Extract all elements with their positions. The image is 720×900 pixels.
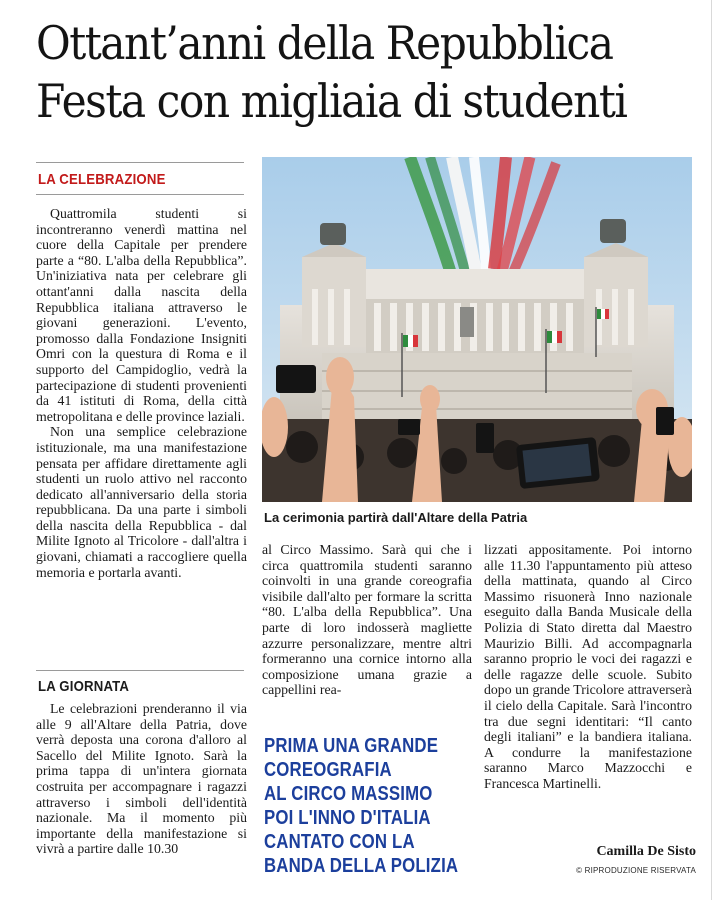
col1-giornata-paragraph: Le celebrazioni prenderanno il via alle 9 all'Altare della Patria, dove verrà deposta una corona d'alloro al Sacello del Milite Ignoto. Sarà la prima tappa di un'intera giornata costruita per accompagnare i ragazzi attraverso i simboli dell'identità nazionale. Ma il momento più importante della manifestazione si vivrà a partire dalle 10.30 — [36, 701, 247, 857]
section-label-giornata: LA GIORNATA — [38, 678, 130, 695]
pull-quote — [264, 734, 459, 878]
pullquote-line-1: PRIMA UNA GRANDE — [264, 735, 439, 757]
col1-paragraph-2: Non una semplice celebrazione istituzionale, ma una manifestazione pensata per affidare direttamente agli studenti un ruolo attivo nel racconto dedicato all'anniversario della storia repubblicana. Da una parte i simboli della nascita della Repubblica - dal Milite Ignoto al Tricolore - dall'altra i giovani, chiamati a raccogliere quella memoria e portarla avanti. — [36, 424, 247, 580]
pullquote-line-6: BANDA DELLA POLIZIA — [264, 855, 459, 877]
photo-altare-della-patria — [262, 157, 692, 502]
column-1-body — [36, 206, 247, 580]
col1-paragraph-1: Quattromila studenti si incontreranno venerdì mattina nel cuore della Capitale per prendere parte a “80. L'alba della Repubblica”. Un'iniziativa nata per celebrare gli ottant'anni dalla nascita della Repubblica italiana attraverso le giovani generazioni. L'evento, promosso dalla Fondazione Insigniti Omri con la questura di Roma e il supporto del Campidoglio, vedrà la partecipazione di studenti provenienti da 41 istituti di Roma, della città metropolitana e delle province laziali. — [36, 206, 247, 424]
pullquote-line-5: CANTATO CON LA — [264, 831, 415, 853]
headline-line-1: Ottant’anni della Repubblica — [36, 16, 613, 70]
headline-line-2: Festa con migliaia di studenti — [36, 74, 627, 128]
photo-caption: La cerimonia partirà dall'Altare della Patria — [264, 510, 528, 525]
kicker-top-rule — [36, 162, 244, 163]
pullquote-line-2: COREOGRAFIA — [264, 759, 392, 781]
copyright-notice: © RIPRODUZIONE RISERVATA — [576, 866, 696, 875]
column-2-body — [262, 542, 472, 698]
pullquote-line-3: AL CIRCO MASSIMO — [264, 783, 433, 805]
article-headline — [36, 14, 652, 130]
giornata-top-rule — [36, 670, 244, 671]
column-3-body — [484, 542, 692, 792]
pullquote-line-4: POI L'INNO D'ITALIA — [264, 807, 431, 829]
page-edge-line — [711, 0, 712, 900]
col3-paragraph: lizzati appositamente. Poi intorno alle 11.30 l'appuntamento più atteso della mattinata, quando al Circo Massimo risuonerà Inno nazionale eseguito dalla Banda Musicale della Polizia di Stato diretta dal Maestro Maurizio Billi. Ad accompagnarla saranno proprio le voci dei ragazzi e delle ragazze delle scuole. Subito dopo un grande Tricolore attraverserà il cielo della Capitale. Sarà l'incontro tra due segni identitari: “Il canto degli italiani” e la bandiera italiana. A condurre la manifestazione saranno Marco Mazzocchi e Francesca Martinelli. — [484, 542, 692, 791]
kicker-label: LA CELEBRAZIONE — [38, 171, 166, 188]
column-1-giornata — [36, 701, 247, 857]
kicker-bottom-rule — [36, 194, 244, 195]
byline: Camilla De Sisto — [596, 844, 696, 859]
col2-paragraph: al Circo Massimo. Sarà qui che i circa quattromila studenti saranno coinvolti in una grande coreografia visibile dall'alto per formare la scritta “80. L'alba della Repubblica”. Una parte di loro indosserà magliette azzurre personalizzare, mentre altri formeranno una cornice intorno alla composizione umana grazie a cappellini rea- — [262, 542, 472, 698]
